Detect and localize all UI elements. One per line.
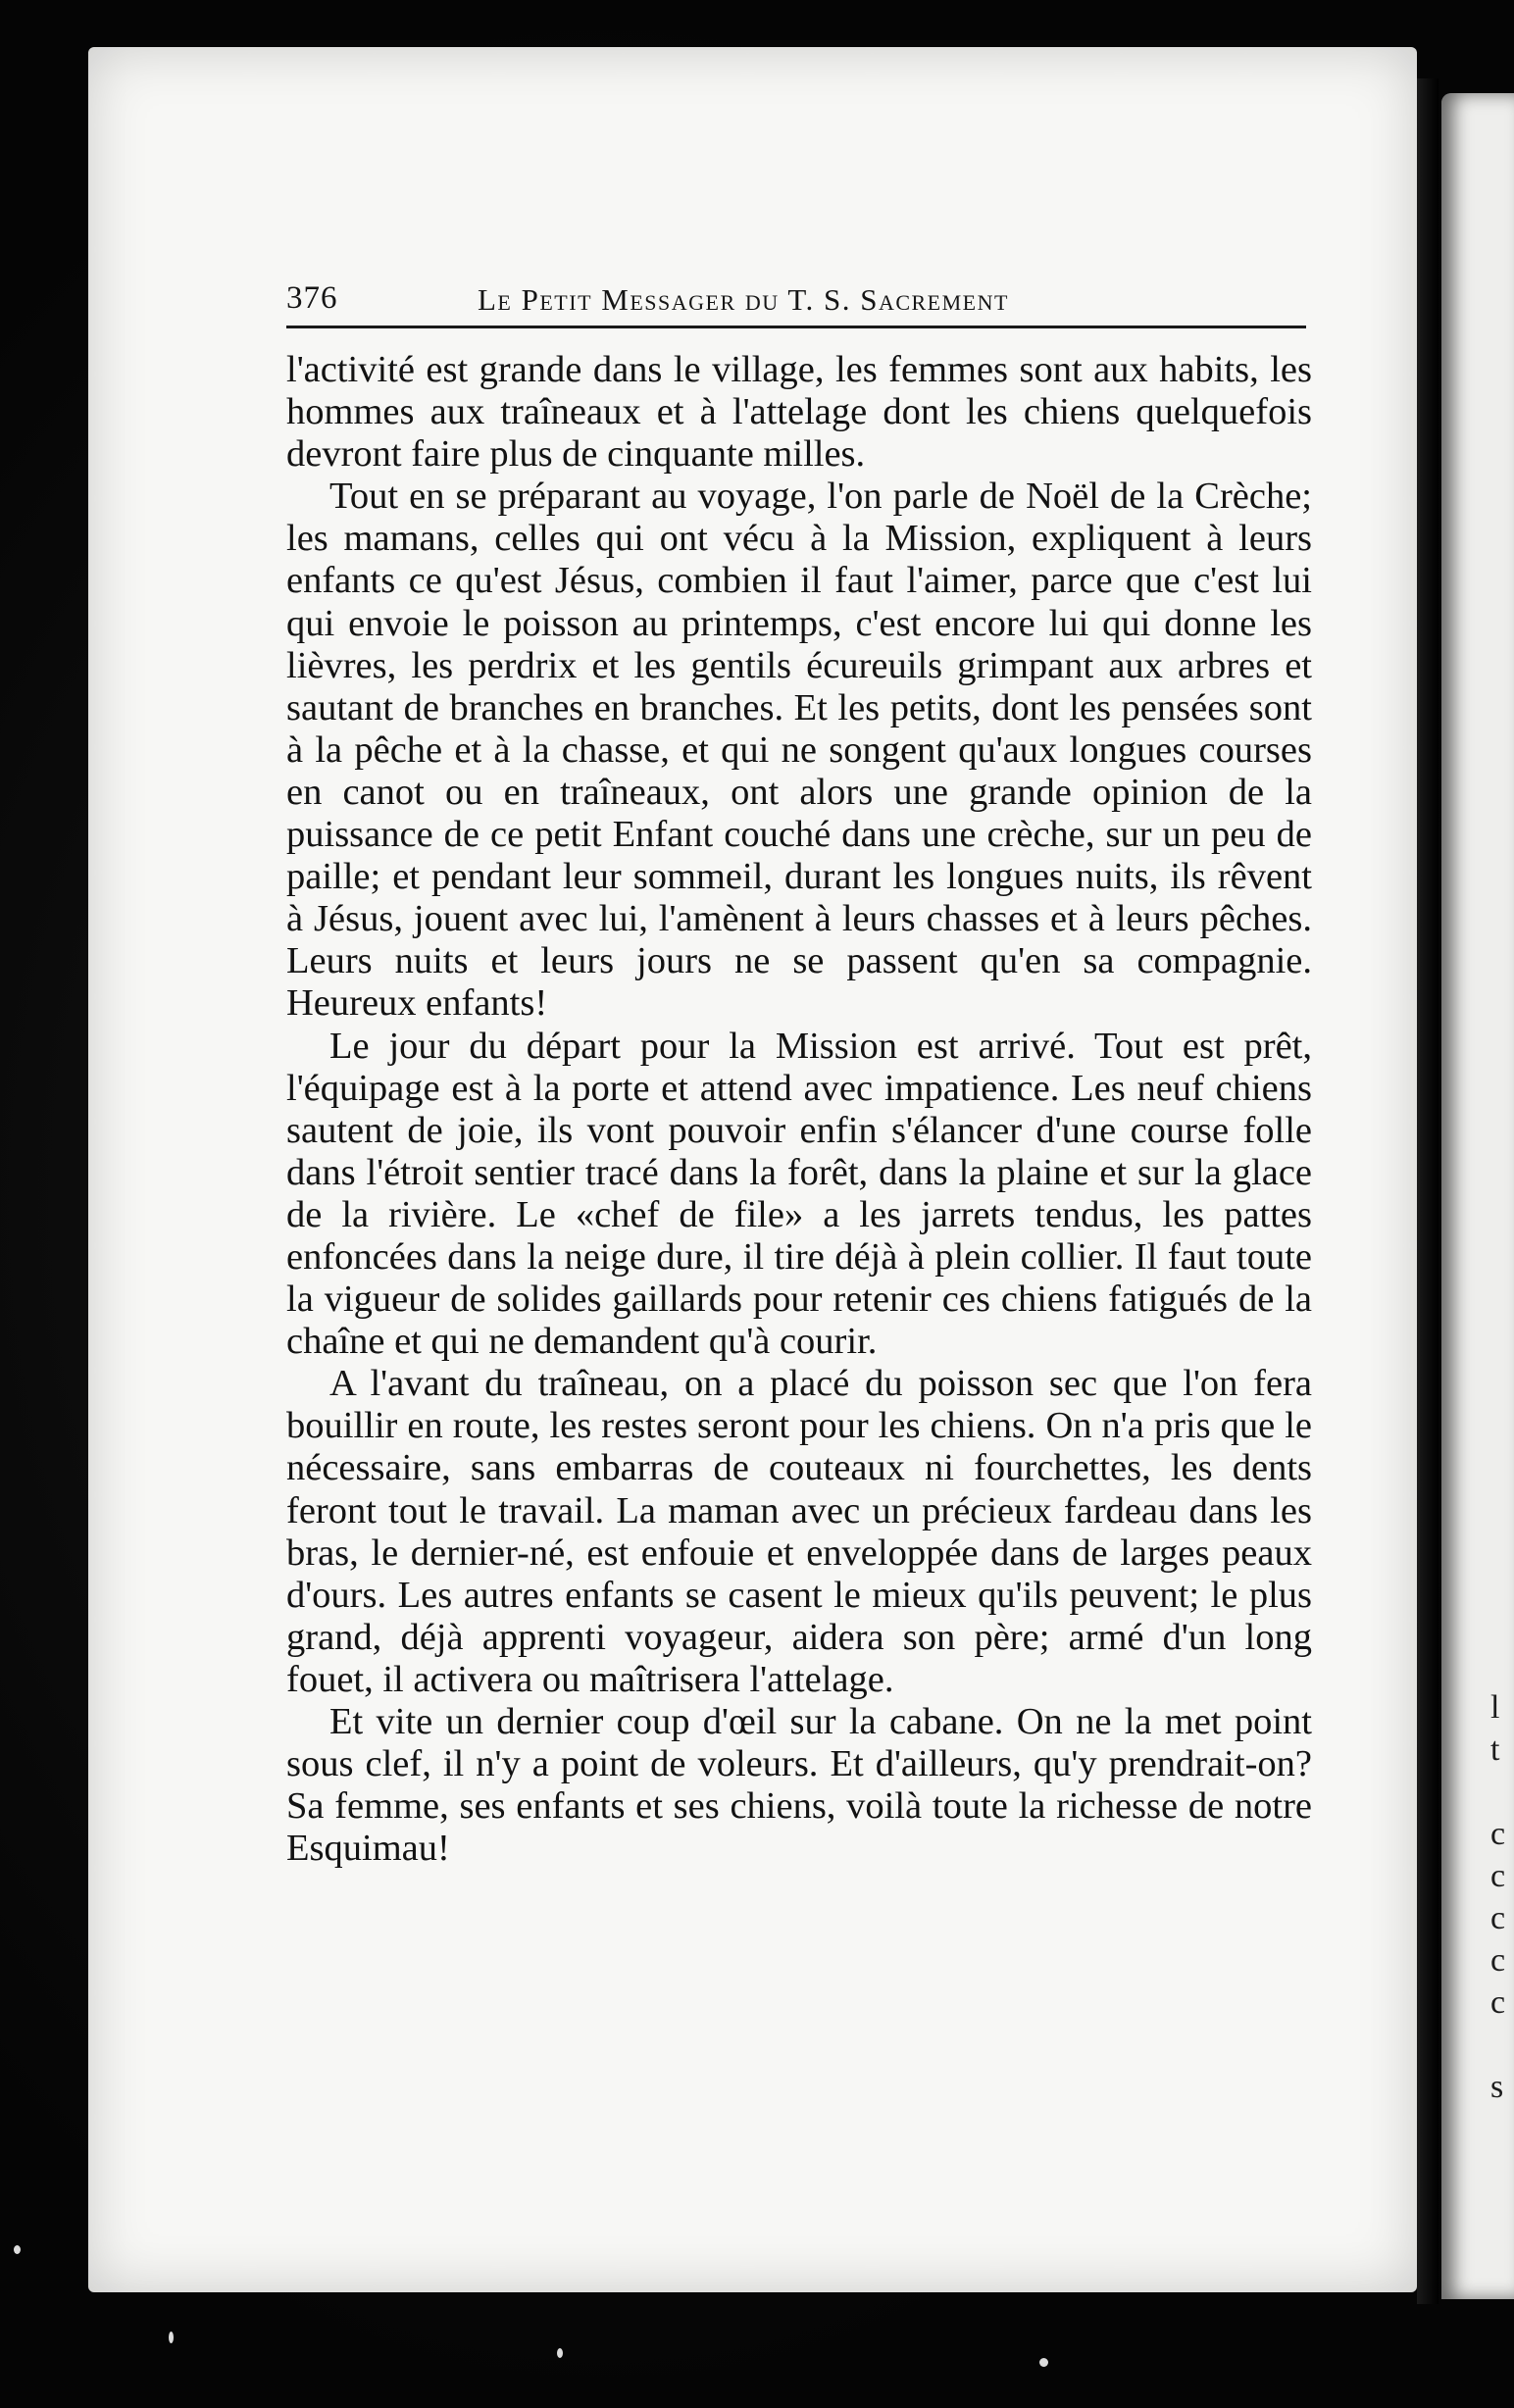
scan-speck bbox=[14, 2245, 21, 2254]
gutter-shadow bbox=[1417, 78, 1438, 2304]
paragraph: Le jour du départ pour la Mission est arrivé. Tout est prêt, l'équipage est à la porte et attend avec impatience. Les neuf chiens sautent de joie, ils vont pouvoir enfin s'élancer d'une course folle dans l'étroit sentier tracé dans la forêt, dans la plaine et sur la glace de la rivière. Le «chef de file» a les jarrets tendus, les pattes enfoncées dans la neige dure, il tire déjà à plein collier. Il faut toute la vigueur de solides gaillards pour retenir ces chiens fatigués de la chaîne et qui ne demandent qu'à courir. bbox=[286, 1025, 1312, 1363]
scan-speck bbox=[169, 2332, 174, 2343]
journal-title: Le Petit Messager du T. S. Sacrement bbox=[478, 282, 1009, 317]
scan-speck bbox=[1039, 2358, 1048, 2367]
scan-speck bbox=[557, 2348, 563, 2358]
article-body bbox=[286, 349, 1312, 1870]
running-head bbox=[286, 280, 1306, 328]
paragraph: l'activité est grande dans le village, les femmes sont aux habits, les hommes aux traîneaux et à l'attelage dont les chiens quelquefois devront faire plus de cinquante milles. bbox=[286, 349, 1312, 476]
facing-page-text-fragments: l t c c c c c s bbox=[1490, 1689, 1506, 2105]
paragraph: Et vite un dernier coup d'œil sur la cabane. On ne la met point sous clef, il n'y a point de voleurs. Et d'ailleurs, qu'y prendrait-on? Sa femme, ses enfants et ses chiens, voilà toute la richesse de notre Esquimau! bbox=[286, 1701, 1312, 1870]
page-number: 376 bbox=[286, 280, 338, 316]
paragraph: Tout en se préparant au voyage, l'on parle de Noël de la Crèche; les mamans, celles qui ont vécu à la Mission, expliquent à leurs enfants ce qu'est Jésus, combien il faut l'aimer, parce que c'est lui qui envoie le poisson au printemps, c'est encore lui qui donne les lièvres, les perdrix et les gentils écureuils grimpant aux arbres et sautant de branches en branches. Et les petits, dont les pensées sont à la pêche et à la chasse, et qui ne songent qu'aux longues courses en canot ou en traîneaux, ont alors une grande opinion de la puissance de ce petit Enfant couché dans une crèche, sur un peu de paille; et pendant leur sommeil, durant les longues nuits, ils rêvent à Jésus, jouent avec lui, l'amènent à leurs chasses et à leurs pêches. Leurs nuits et leurs jours ne se passent qu'en sa compagnie. Heureux enfants! bbox=[286, 476, 1312, 1025]
paragraph: A l'avant du traîneau, on a placé du poisson sec que l'on fera bouillir en route, les restes seront pour les chiens. On n'a pris que le nécessaire, sans embarras de couteaux ni fourchettes, les dents feront tout le travail. La maman avec un précieux fardeau dans les bras, le dernier-né, est enfouie et enveloppée dans de larges peaux d'ours. Les autres enfants se casent le mieux qu'ils peuvent; le plus grand, déjà apprenti voyageur, aidera son père; armé d'un long fouet, il activera ou maîtrisera l'attelage. bbox=[286, 1363, 1312, 1700]
